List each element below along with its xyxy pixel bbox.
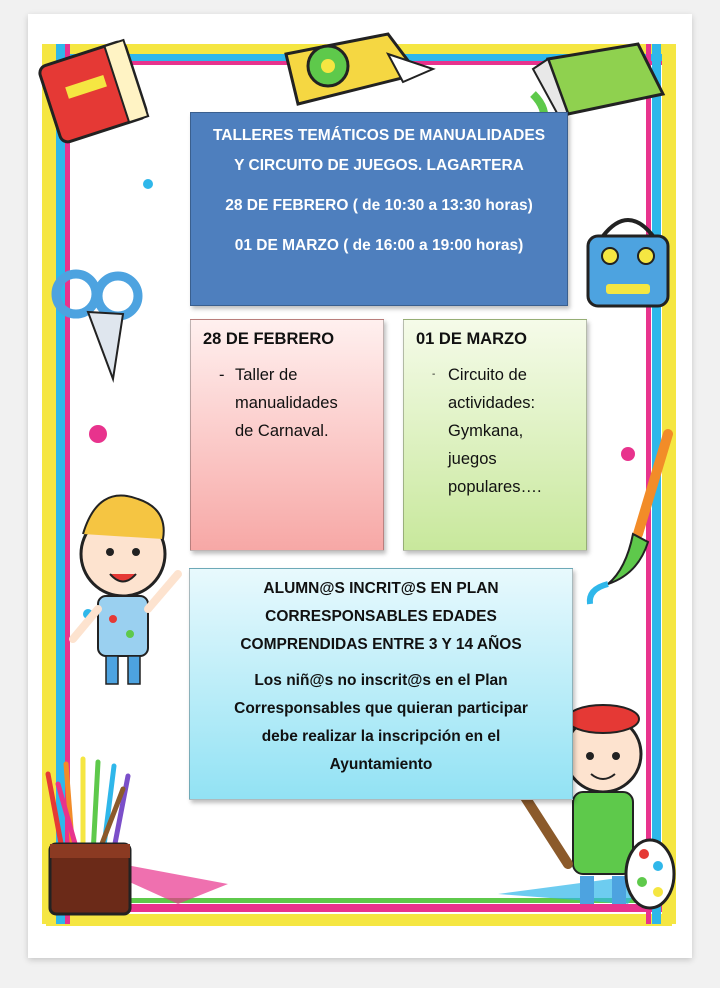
- march-heading: 01 DE MARZO: [416, 330, 527, 348]
- enrollment-box: [189, 568, 573, 800]
- march-item: [416, 361, 574, 501]
- february-item-text: [235, 361, 338, 445]
- title-box: [190, 112, 568, 306]
- bullet-dash: -: [432, 369, 436, 380]
- march-item-text: [448, 361, 542, 501]
- enrollment-line-6: debe realizar la inscripción en el: [261, 728, 501, 745]
- february-heading: 28 DE FEBRERO: [203, 330, 335, 348]
- palette-icon: [626, 840, 674, 908]
- enrollment-line-5: Corresponsables que quieran participar: [234, 700, 528, 717]
- date-line-2: 01 DE MARZO ( de 16:00 a 19:00 horas): [234, 237, 524, 254]
- february-line: manualidades: [235, 394, 338, 412]
- march-line: actividades:: [448, 394, 536, 412]
- march-box: [403, 319, 587, 551]
- title-line-2: Y CIRCUITO DE JUEGOS. LAGARTERA: [234, 157, 524, 174]
- march-line: Circuito de: [448, 366, 527, 384]
- child-icon: [73, 496, 178, 684]
- february-line: de Carnaval.: [235, 422, 329, 440]
- enrollment-line-7: Ayuntamiento: [329, 756, 433, 773]
- february-line: Taller de: [235, 366, 298, 384]
- february-box: [190, 319, 384, 551]
- flyer-page: [28, 14, 692, 958]
- march-line: populares….: [448, 478, 542, 496]
- bullet-dash: -: [219, 366, 225, 384]
- enrollment-line-1: ALUMN@S INCRIT@S EN PLAN: [263, 580, 499, 597]
- february-item: [203, 361, 371, 445]
- enrollment-line-4: Los niñ@s no inscrit@s en el Plan: [254, 672, 508, 689]
- march-line: Gymkana,: [448, 422, 524, 440]
- enrollment-line-2: CORRESPONSABLES EDADES: [265, 608, 497, 625]
- date-line-1: 28 DE FEBRERO ( de 10:30 a 13:30 horas): [225, 197, 533, 214]
- march-line: juegos: [448, 450, 497, 468]
- title-line-1: TALLERES TEMÁTICOS DE MANUALIDADES: [212, 127, 546, 144]
- enrollment-line-3: COMPRENDIDAS ENTRE 3 Y 14 AÑOS: [240, 636, 522, 653]
